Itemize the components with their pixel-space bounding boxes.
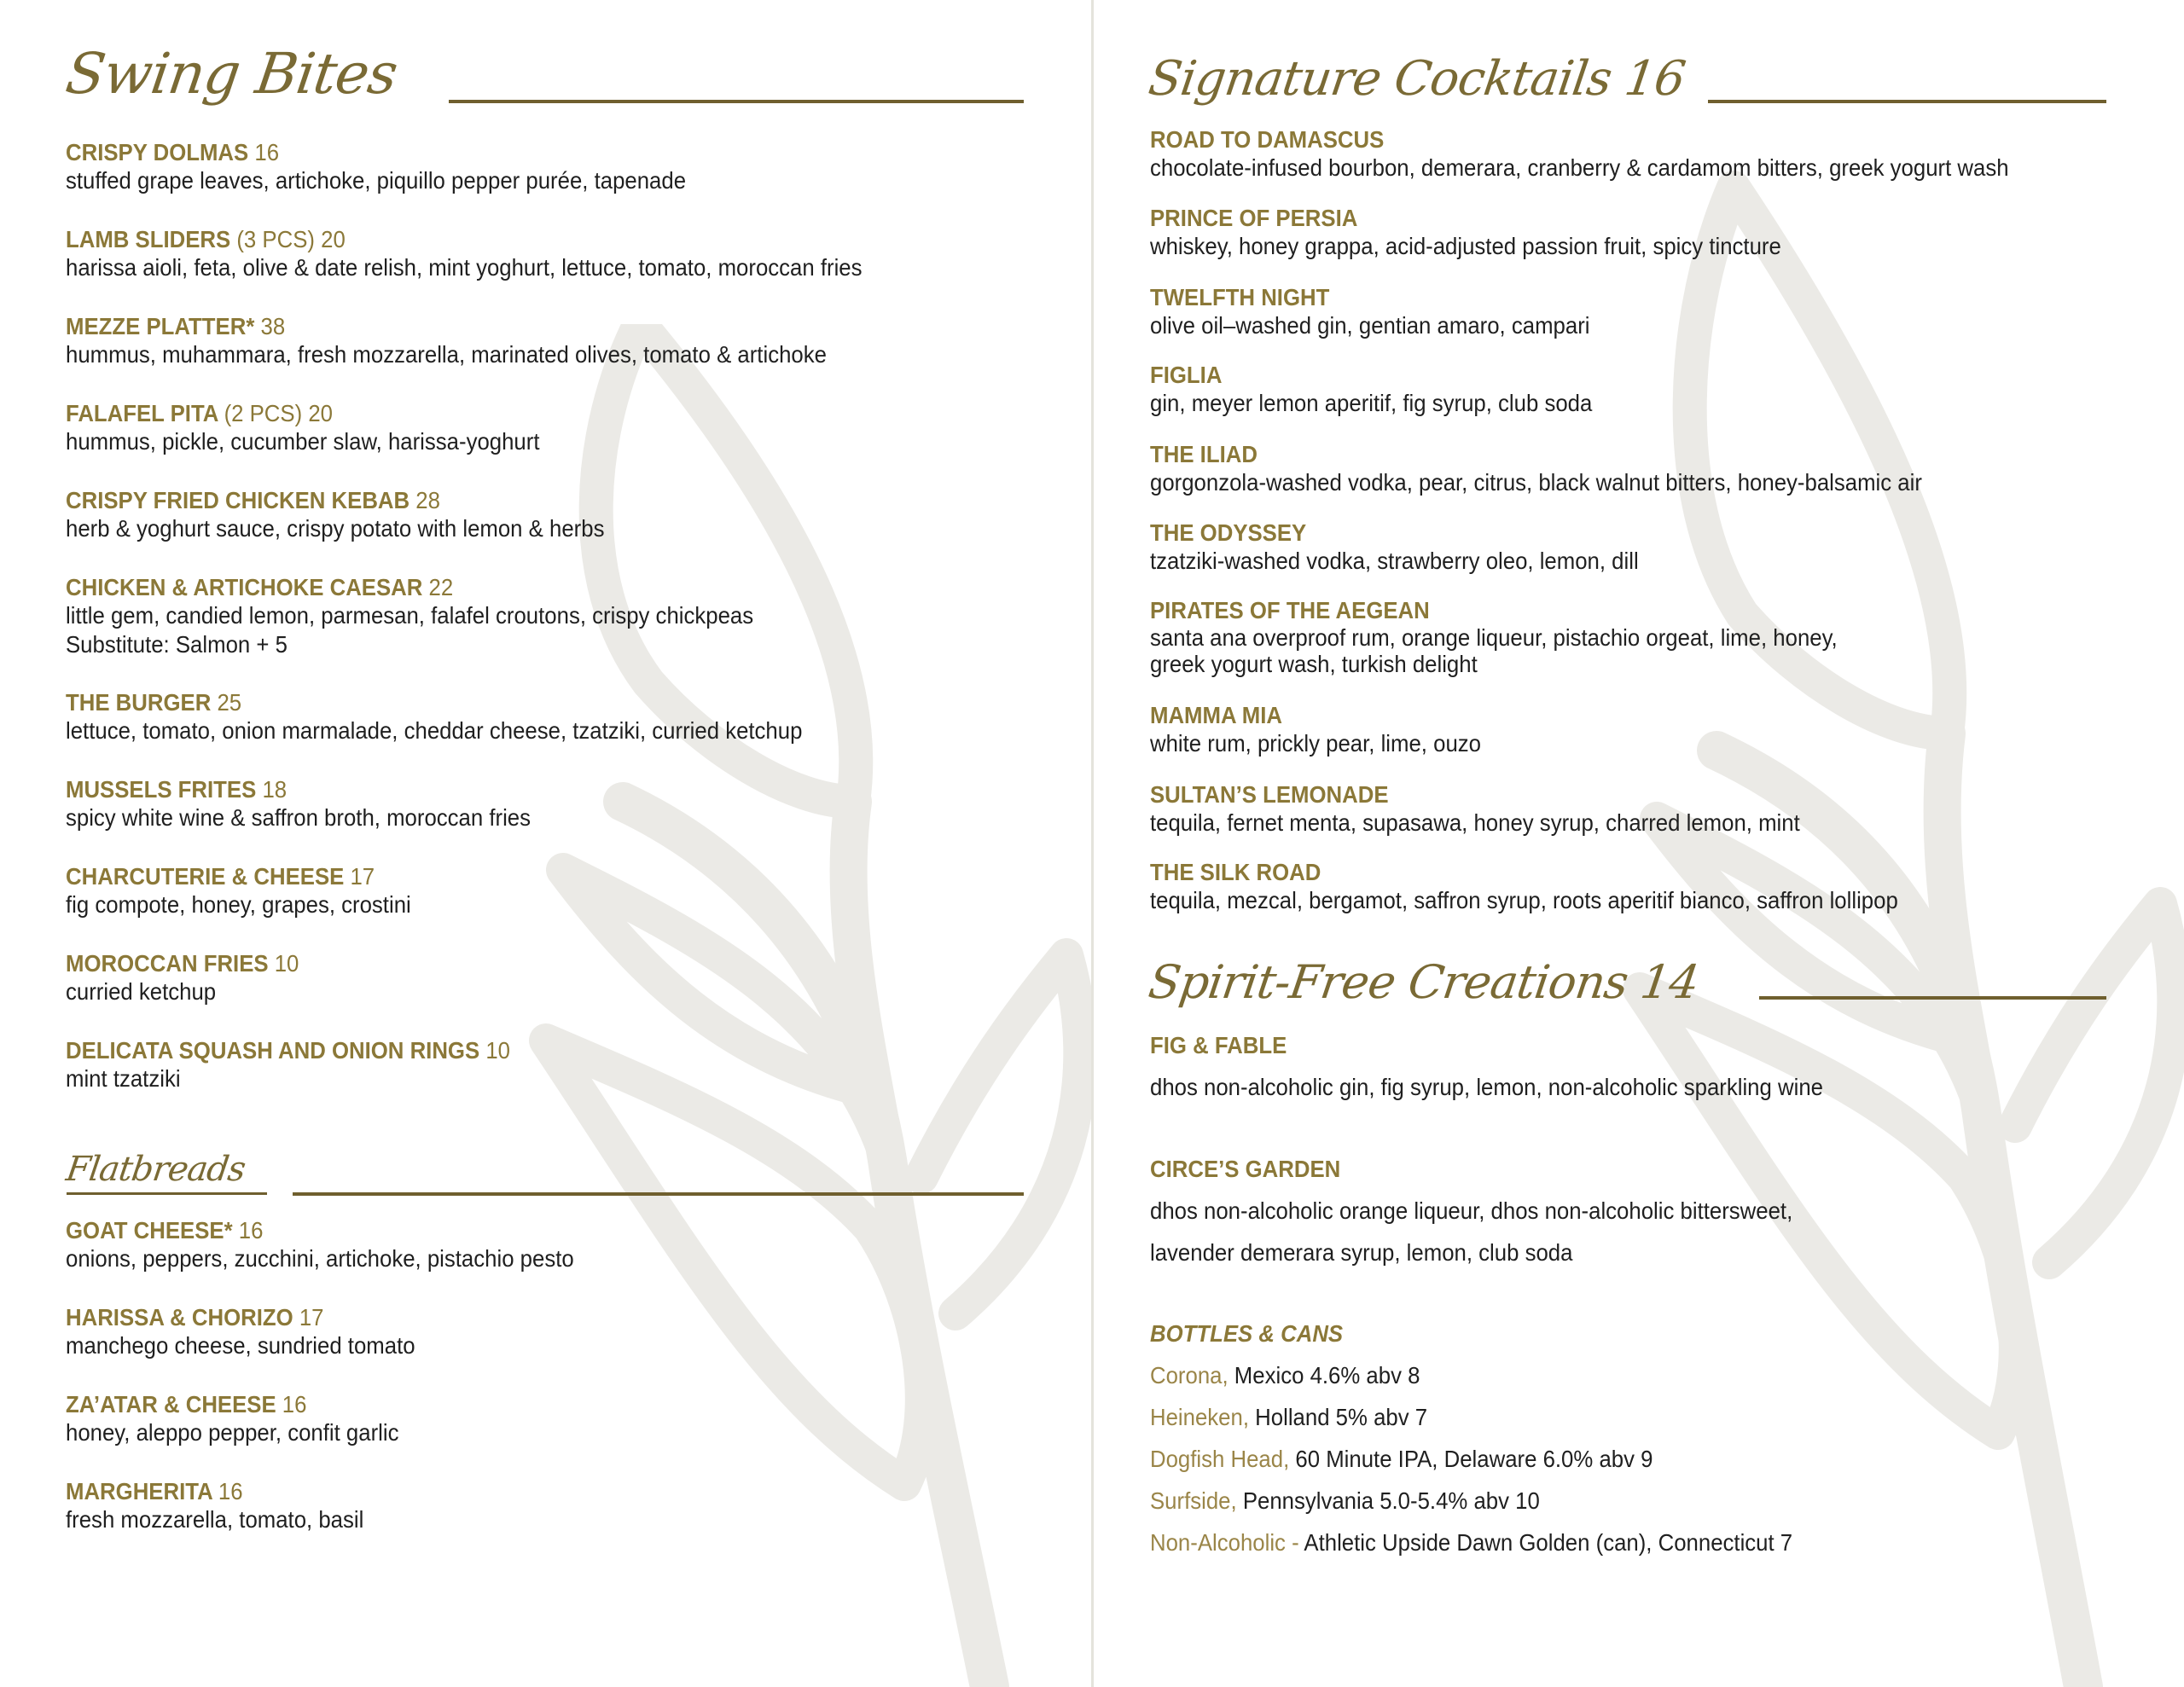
section-rule: [293, 1192, 1024, 1196]
menu-item: GOAT CHEESE* 16 onions, peppers, zucchini, artichoke, pistachio pesto: [66, 1217, 574, 1272]
menu-item: MUSSELS FRITES 18 spicy white wine & saffron broth, moroccan fries: [66, 776, 531, 831]
menu-item: ROAD TO DAMASCUS chocolate-infused bourbon, demerara, cranberry & cardamom bitters, greek yogurt wash: [1150, 126, 2009, 181]
menu-item: CHARCUTERIE & CHEESE 17 fig compote, honey, grapes, crostini: [66, 863, 411, 918]
menu-item: TWELFTH NIGHT olive oil–washed gin, gentian amaro, campari: [1150, 284, 1590, 339]
beer-item: Non-Alcoholic - Athletic Upside Dawn Golden (can), Connecticut 7: [1150, 1529, 1793, 1556]
section-rule: [1708, 100, 2106, 103]
beer-item: Dogfish Head, 60 Minute IPA, Delaware 6.0% abv 9: [1150, 1446, 1653, 1472]
section-title-flatbreads: Flatbreads: [63, 1150, 248, 1189]
menu-item: HARISSA & CHORIZO 17 manchego cheese, sundried tomato: [66, 1304, 415, 1359]
menu-item: MEZZE PLATTER* 38 hummus, muhammara, fresh mozzarella, marinated olives, tomato & artichoke: [66, 313, 827, 368]
section-rule: [449, 100, 1024, 103]
menu-item: FALAFEL PITA (2 PCS) 20 hummus, pickle, cucumber slaw, harissa-yoghurt: [66, 400, 540, 455]
menu-item: CIRCE’S GARDEN dhos non-alcoholic orange liqueur, dhos non-alcoholic bittersweet, lavender demerara syrup, lemon, club soda: [1150, 1156, 1793, 1266]
menu-item: MOROCCAN FRIES 10 curried ketchup: [66, 950, 299, 1005]
menu-item: DELICATA SQUASH AND ONION RINGS 10 mint tzatziki: [66, 1037, 510, 1092]
beer-item: Corona, Mexico 4.6% abv 8: [1150, 1362, 1420, 1388]
menu-item: CHICKEN & ARTICHOKE CAESAR 22 little gem, candied lemon, parmesan, falafel croutons, crispy chickpeas Substitute: Salmon + 5: [66, 574, 754, 658]
menu-page-food: [0, 0, 1091, 1687]
menu-item: MARGHERITA 16 fresh mozzarella, tomato, basil: [66, 1478, 364, 1533]
section-title-swing-bites: Swing Bites: [61, 41, 402, 107]
menu-item: THE ILIAD gorgonzola-washed vodka, pear, citrus, black walnut bitters, honey-balsamic air: [1150, 441, 1922, 496]
section-title-signature-cocktails: Signature Cocktails 16: [1145, 51, 1688, 107]
menu-item: MAMMA MIA white rum, prickly pear, lime, ouzo: [1150, 702, 1481, 757]
leaf-watermark-icon: [1606, 171, 2184, 1687]
beer-item: Heineken, Holland 5% abv 7: [1150, 1404, 1428, 1430]
menu-item: FIGLIA gin, meyer lemon aperitif, fig syrup, club soda: [1150, 362, 1593, 416]
menu-item: ZA’ATAR & CHEESE 16 honey, aleppo pepper, confit garlic: [66, 1391, 399, 1446]
menu-item: SULTAN’S LEMONADE tequila, fernet menta, supasawa, honey syrup, charred lemon, mint: [1150, 781, 1800, 836]
menu-item: LAMB SLIDERS (3 PCS) 20 harissa aioli, feta, olive & date relish, mint yoghurt, lettuce, tomato, moroccan fries: [66, 226, 863, 281]
menu-item: THE SILK ROAD tequila, mezcal, bergamot, saffron syrup, roots aperitif bianco, saffron lollipop: [1150, 859, 1898, 913]
menu-item: PRINCE OF PERSIA whiskey, honey grappa, acid-adjusted passion fruit, spicy tincture: [1150, 205, 1781, 259]
menu-item: THE ODYSSEY tzatziki-washed vodka, strawberry oleo, lemon, dill: [1150, 519, 1639, 574]
menu-page-drinks: [1094, 0, 2184, 1687]
section-title-underline: [67, 1192, 267, 1195]
menu-item: FIG & FABLE dhos non-alcoholic gin, fig syrup, lemon, non-alcoholic sparkling wine: [1150, 1032, 1823, 1100]
section-rule: [1759, 996, 2106, 1000]
bottles-cans-heading: BOTTLES & CANS: [1150, 1320, 1344, 1347]
section-title-spirit-free: Spirit-Free Creations 14: [1145, 955, 1702, 1009]
menu-item: PIRATES OF THE AEGEAN santa ana overproof rum, orange liqueur, pistachio orgeat, lime, honey, greek yogurt wash, turkish delight: [1150, 597, 1838, 677]
menu-item: CRISPY DOLMAS 16 stuffed grape leaves, artichoke, piquillo pepper purée, tapenade: [66, 139, 687, 194]
menu-item: THE BURGER 25 lettuce, tomato, onion marmalade, cheddar cheese, tzatziki, curried ketchup: [66, 689, 803, 744]
menu-item: CRISPY FRIED CHICKEN KEBAB 28 herb & yoghurt sauce, crispy potato with lemon & herbs: [66, 487, 605, 542]
beer-item: Surfside, Pennsylvania 5.0-5.4% abv 10: [1150, 1487, 1540, 1514]
